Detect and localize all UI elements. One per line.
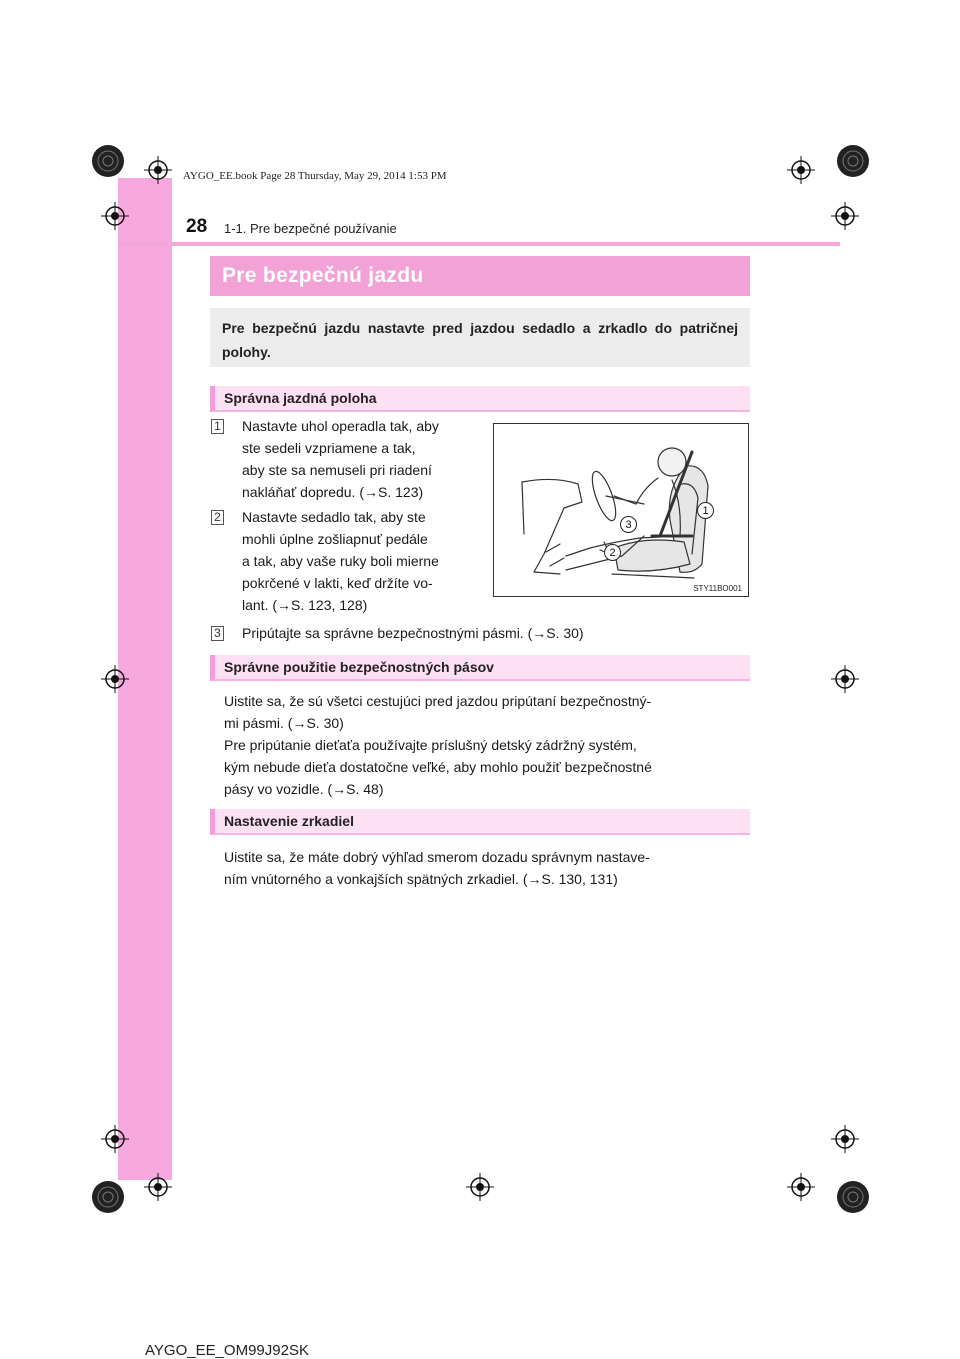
- text-line: pokrčené v lakti, keď držíte vo-: [242, 575, 433, 591]
- registration-mark-icon: [831, 1125, 859, 1153]
- step-marker: 1: [211, 419, 224, 434]
- text-line: Uistite sa, že máte dobrý výhľad smerom dozadu správnym nastave-: [224, 849, 650, 865]
- step-marker: 3: [211, 626, 224, 641]
- text-line: pásy vo vozidle. (→S. 48): [224, 781, 384, 797]
- section-title: Správna jazdná poloha: [224, 390, 377, 406]
- section-title: Správne použitie bezpečnostných pásov: [224, 659, 494, 675]
- text-line: nakláňať dopredu. (→S. 123): [242, 484, 424, 500]
- text-line: mi pásmi. (→S. 30): [224, 715, 344, 731]
- registration-mark-icon: [101, 1125, 129, 1153]
- text-line: aby ste sa nemuseli pri riadení: [242, 462, 432, 478]
- text-line: ste sedeli vzpriamene a tak,: [242, 440, 416, 456]
- seat-position-illustration: [493, 423, 749, 597]
- callout-marker: 2: [604, 544, 621, 561]
- registration-mark-icon: [787, 156, 815, 184]
- step-marker: 2: [211, 510, 224, 525]
- printer-rosette-icon: [91, 1180, 125, 1214]
- registration-mark-icon: [101, 202, 129, 230]
- text-line: Nastavte uhol operadla tak, aby: [242, 418, 439, 434]
- text-line: lant. (→S. 123, 128): [242, 597, 368, 613]
- registration-mark-icon: [101, 665, 129, 693]
- text-line: Nastavte sedadlo tak, aby ste: [242, 509, 426, 525]
- section-title: Nastavenie zrkadiel: [224, 813, 354, 829]
- text-line: a tak, aby vaše ruky boli mierne: [242, 553, 439, 569]
- callout-marker: 3: [620, 516, 637, 533]
- footer-code: AYGO_EE_OM99J92SK: [145, 1342, 309, 1359]
- section-paragraph: [224, 690, 750, 800]
- registration-mark-icon: [144, 1173, 172, 1201]
- step-text: [242, 506, 478, 616]
- page-title: Pre bezpečnú jazdu: [222, 264, 424, 287]
- figure-code: STY11BO001: [693, 584, 742, 593]
- registration-mark-icon: [466, 1173, 494, 1201]
- section-heading-bar: [210, 386, 750, 412]
- section-heading-bar: [210, 809, 750, 835]
- printer-rosette-icon: [836, 144, 870, 178]
- book-stamp: AYGO_EE.book Page 28 Thursday, May 29, 2014 1:53 PM: [183, 170, 447, 182]
- section-heading-bar: [210, 655, 750, 681]
- callout-marker: 1: [697, 502, 714, 519]
- printer-rosette-icon: [91, 144, 125, 178]
- registration-mark-icon: [831, 665, 859, 693]
- text-line: ním vnútorného a vonkajších spätných zrkadiel. (→S. 130, 131): [224, 871, 618, 887]
- step-text: [242, 415, 478, 503]
- header-rule: [118, 242, 840, 246]
- intro-box: [210, 308, 750, 367]
- text-line: Pre pripútanie dieťaťa používajte príslušný detský zádržný systém,: [224, 737, 637, 753]
- registration-mark-icon: [787, 1173, 815, 1201]
- intro-text: Pre bezpečnú jazdu nastavte pred jazdou sedadlo a zrkadlo do patričnej polohy.: [222, 320, 738, 360]
- chapter-title: 1-1. Pre bezpečné používanie: [224, 221, 397, 236]
- text-line: mohli úplne zošliapnuť pedále: [242, 531, 428, 547]
- text-line: Pripútajte sa správne bezpečnostnými pásmi. (→S. 30): [242, 625, 584, 641]
- registration-mark-icon: [831, 202, 859, 230]
- page-number: 28: [186, 216, 208, 237]
- step-text: [242, 622, 750, 644]
- section-paragraph: [224, 846, 750, 890]
- text-line: kým nebude dieťa dostatočne veľké, aby mohlo použiť bezpečnostné: [224, 759, 652, 775]
- main-title-bar: [210, 256, 750, 296]
- printer-rosette-icon: [836, 1180, 870, 1214]
- text-line: Uistite sa, že sú všetci cestujúci pred jazdou pripútaní bezpečnostný-: [224, 693, 652, 709]
- registration-mark-icon: [144, 156, 172, 184]
